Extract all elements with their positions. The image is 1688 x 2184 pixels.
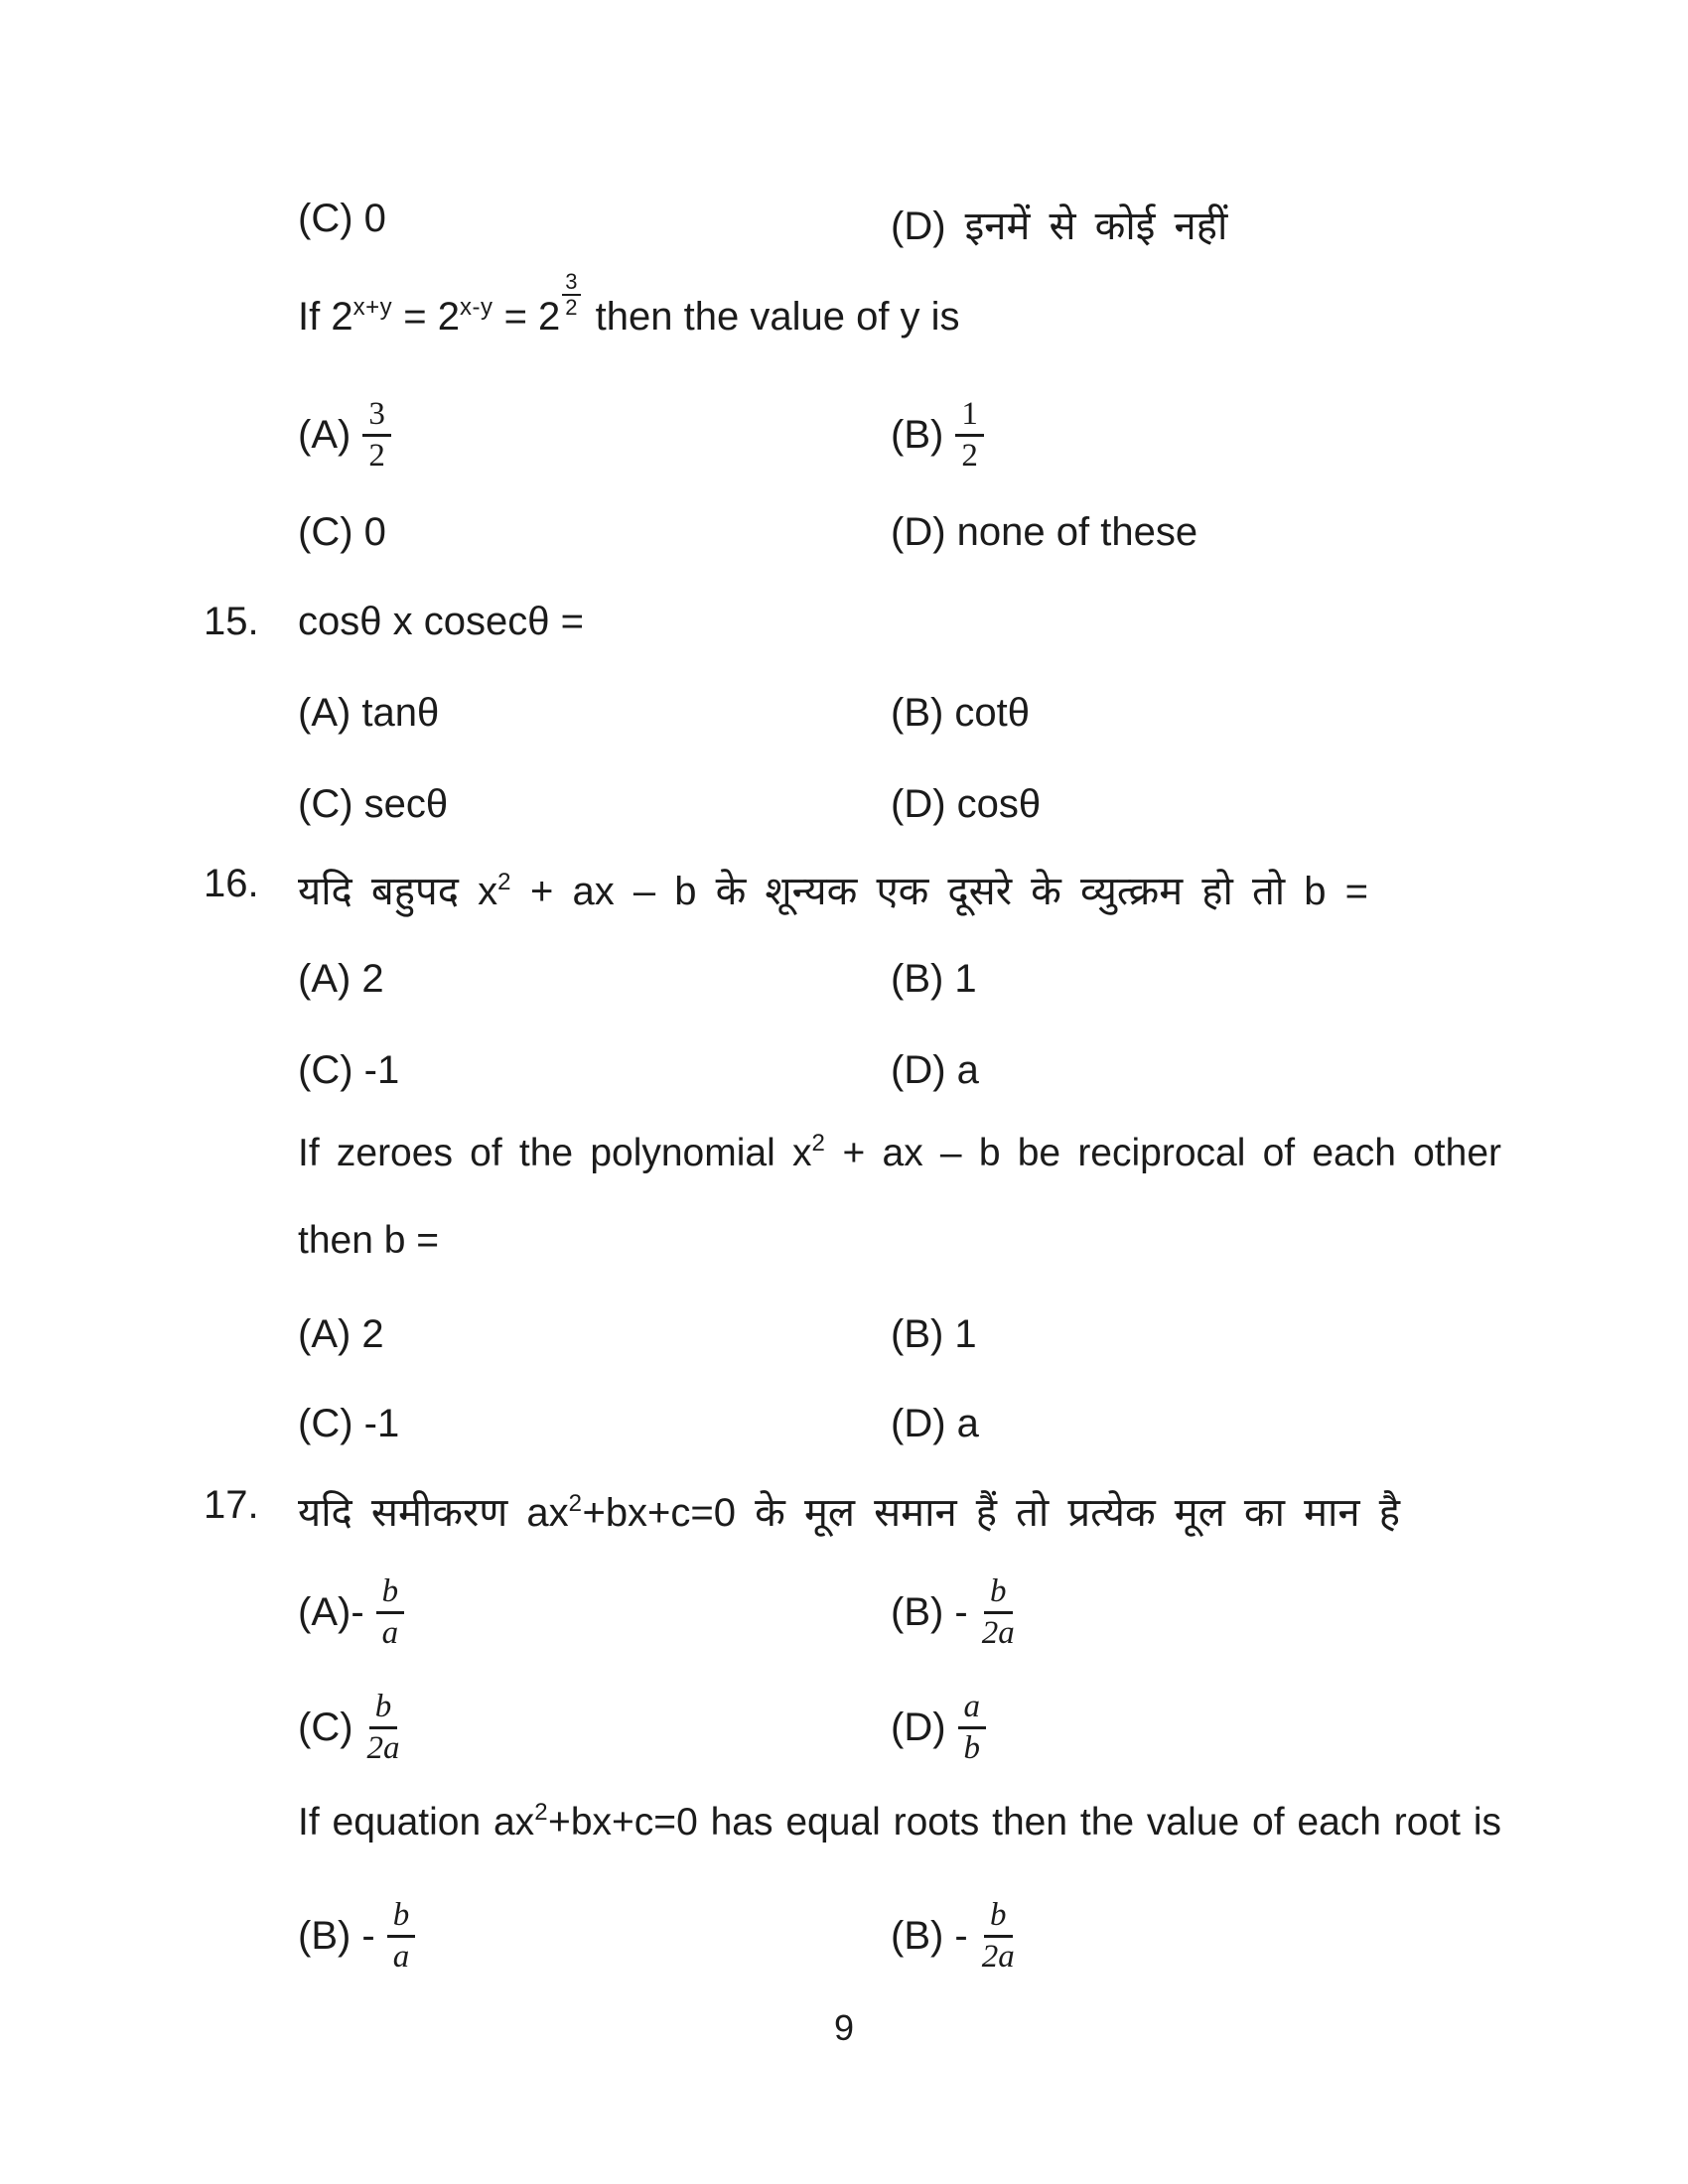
q17-option-d-numerator: a [958,1688,987,1729]
q16-option-b: (B) 1 [891,957,977,1001]
q17-option-c-fraction [365,1688,402,1768]
q17-option-b-fraction [980,1572,1017,1653]
q17-stem-part1: यदि समीकरण ax [298,1491,569,1535]
q16-stem-part2: + ax – b के शून्यक एक दूसरे के व्युत्क्रम हो तो b = [510,870,1368,913]
q17-option-d-label: (D) [891,1705,946,1749]
q17-option-b-numerator: b [984,1572,1013,1614]
q17-stem-part2: +bx+c=0 के मूल समान हैं तो प्रत्येक मूल का मान है [582,1491,1400,1535]
q17-english-part2: +bx+c=0 has equal roots then the value of each root is [548,1801,1501,1843]
q14-exponent-fraction-denominator: 2 [565,295,578,321]
q16-english-part2: + ax – b be reciprocal of each other [825,1132,1502,1174]
q14-option-a-numerator: 3 [362,395,391,437]
q14-option-a-fraction [362,395,391,476]
q17-option-b-left [298,1896,415,1977]
q15-number: 15. [204,600,259,643]
q14-exponent-fraction-numerator: 3 [562,270,580,296]
q16-english-exponent: 2 [811,1130,826,1157]
q17-stem-english [298,1801,1501,1844]
q17-option-b-left-denominator: a [392,1938,410,1975]
q17-option-c [298,1688,402,1768]
q14-stem-part1: If 2 [298,294,353,339]
q14-option-a [298,395,391,476]
q16-english-part1: If zeroes of the polynomial x [298,1132,812,1174]
q14-option-b-denominator: 2 [961,437,978,474]
q16-option-a2: (A) 2 [298,1312,384,1356]
q17-number: 17. [204,1483,259,1527]
q16-stem-hindi [298,862,1368,916]
q16-option-d: (D) a [891,1048,979,1092]
q17-option-b-left-label: (B) - [298,1913,375,1958]
q17-english-exponent: 2 [534,1799,549,1826]
q17-exponent: 2 [568,1490,583,1517]
q17-option-b-label: (B) - [891,1589,968,1634]
q16-option-c2: (C) -1 [298,1402,400,1445]
q16-stem-english-line1 [298,1132,1501,1175]
q17-option-d [891,1688,986,1768]
q14-option-b-label: (B) [891,412,944,457]
q15-option-a: (A) tanθ [298,691,440,735]
q17-option-a-numerator: b [376,1572,405,1614]
q14-stem-part3: = 2 [492,294,561,339]
q14-stem-part4: then the value of y is [584,294,960,339]
q17-option-b-right-denominator: 2a [981,1938,1015,1975]
q14-option-b-fraction [955,395,984,476]
q17-option-c-numerator: b [369,1688,398,1729]
q17-option-a [298,1572,404,1653]
q17-option-b-right-fraction [980,1896,1017,1977]
q17-stem-hindi [298,1483,1400,1538]
q15-option-c: (C) secθ [298,782,449,826]
q16-option-a: (A) 2 [298,957,384,1001]
q16-number: 16. [204,862,259,905]
q17-option-d-fraction [958,1688,987,1768]
q14-stem-english [298,269,960,343]
q14-option-b [891,395,984,476]
q17-option-b-right [891,1896,1017,1977]
q17-option-d-denominator: b [963,1729,981,1766]
q16-option-b2: (B) 1 [891,1312,977,1356]
q17-option-a-fraction [376,1572,405,1653]
q17-option-b-left-numerator: b [387,1896,416,1938]
q17-option-a-denominator: a [381,1614,399,1651]
q14-option-a-label: (A) [298,412,352,457]
q17-option-c-label: (C) [298,1705,353,1749]
q17-option-c-denominator: 2a [366,1729,400,1766]
q17-option-b-left-fraction [387,1896,416,1977]
q14-option-b-numerator: 1 [955,395,984,437]
q16-option-c: (C) -1 [298,1048,400,1092]
q16-stem-part1: यदि बहुपद x [298,870,498,913]
q14-stem-part2: = 2 [392,294,460,339]
q14-option-a-denominator: 2 [368,437,385,474]
q15-option-d: (D) cosθ [891,782,1042,826]
q14-exponent-1: x+y [352,293,393,321]
q17-option-b [891,1572,1017,1653]
q17-option-b-right-label: (B) - [891,1913,968,1958]
page-number: 9 [833,2007,855,2048]
q14-exponent-2: x-y [459,293,493,321]
q16-stem-english-line2: then b = [298,1219,440,1262]
q17-option-b-right-numerator: b [984,1896,1013,1938]
q14-option-d2: (D) none of these [891,510,1198,554]
q15-option-b: (B) cotθ [891,691,1031,735]
q14-option-d: (D) इनमें से कोई नहीं [891,205,1228,248]
q16-exponent: 2 [497,869,511,895]
q14-option-c: (C) 0 [298,197,386,240]
q17-option-b-denominator: 2a [981,1614,1015,1651]
q15-stem: cosθ x cosecθ = [298,600,584,643]
q16-option-d2: (D) a [891,1402,979,1445]
q17-option-a-label: (A)- [298,1589,364,1634]
q17-english-part1: If equation ax [298,1801,535,1843]
q14-option-c2: (C) 0 [298,510,386,554]
q14-exponent-fraction [562,270,580,320]
